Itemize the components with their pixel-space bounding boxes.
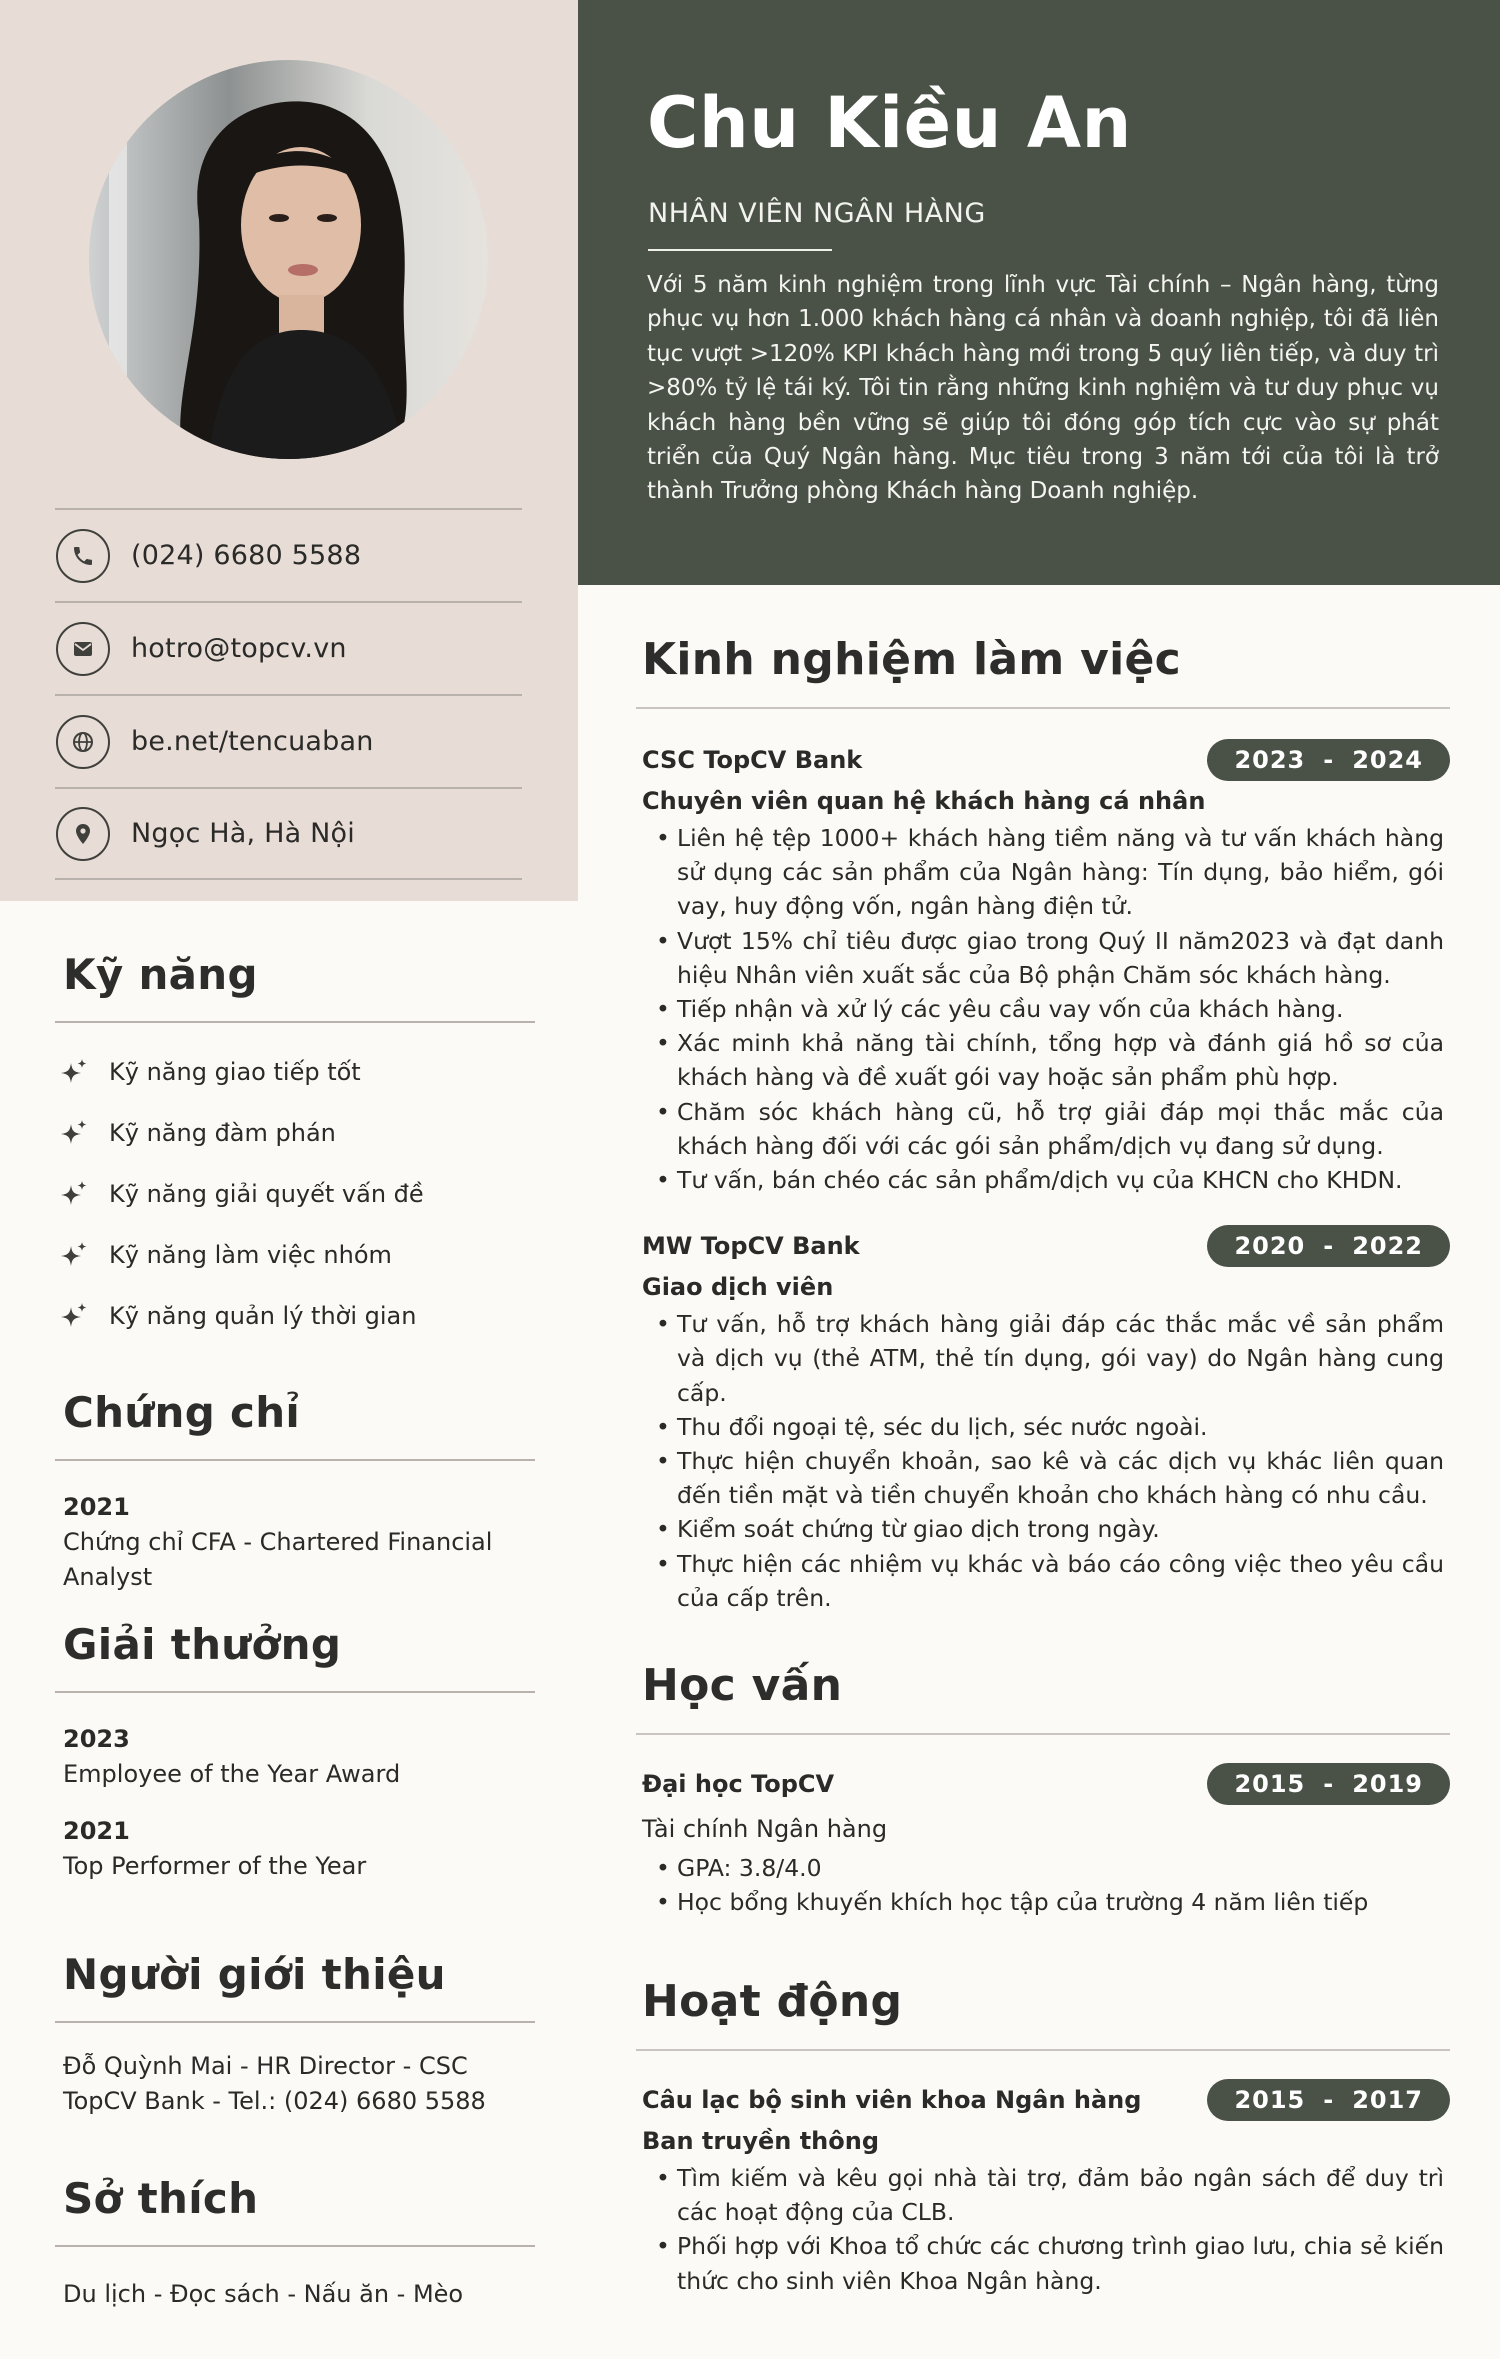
activity-entry (636, 2079, 1450, 2298)
certificate-name: Chứng chỉ CFA - Chartered Financial Analyst (63, 1528, 493, 1591)
divider (636, 707, 1450, 709)
list-item: • Xác minh khả năng tài chính, tổng hợp và đánh giá hồ sơ của khách hàng và đề xuất gói vay hoặc sản phẩm phù hợp. (636, 1026, 1450, 1094)
location-icon (56, 807, 110, 861)
globe-icon (56, 715, 110, 769)
sparkle-icon (59, 1118, 89, 1148)
experience-entry (636, 1225, 1450, 1615)
duty-list (636, 1307, 1450, 1615)
skill-item (55, 1224, 535, 1285)
contact-website (55, 694, 522, 787)
list-item: • Chăm sóc khách hàng cũ, hỗ trợ giải đáp mọi thắc mắc của khách hàng đối với các gói sản phẩm/dịch vụ đang sử dụng. (636, 1095, 1450, 1163)
divider (55, 2245, 535, 2247)
award-year: 2023 (63, 1725, 130, 1753)
club-name: Câu lạc bộ sinh viên khoa Ngân hàng (642, 2086, 1142, 2114)
candidate-name: Chu Kiều An (647, 82, 1132, 164)
skill-label: Kỹ năng đàm phán (109, 1118, 336, 1147)
contact-email (55, 601, 522, 694)
duty-list (636, 821, 1450, 1197)
skill-item (55, 1285, 535, 1346)
list-item: • Học bổng khuyến khích học tập của trường 4 năm liên tiếp (636, 1885, 1450, 1919)
date-from: 2015 (1234, 2086, 1306, 2114)
website-link[interactable]: be.net/tencuaban (131, 726, 374, 757)
date-dash: - (1323, 1232, 1335, 1261)
divider (55, 2021, 535, 2023)
skill-item (55, 1102, 535, 1163)
divider (636, 2049, 1450, 2051)
company-name: CSC TopCV Bank (642, 746, 863, 774)
title-underline (648, 249, 832, 251)
activity-list (636, 2161, 1450, 2298)
major: Tài chính Ngân hàng (642, 1815, 888, 1843)
list-item: • Liên hệ tệp 1000+ khách hàng tiềm năng và tư vấn khách hàng sử dụng các sản phẩm của Ngân hàng: Tín dụng, bảo hiểm, gói vay, huy động vốn, ngân hàng điện tử. (636, 821, 1450, 924)
activity-role: Ban truyền thông (642, 2127, 879, 2155)
skill-label: Kỹ năng giao tiếp tốt (109, 1057, 361, 1086)
education-details (636, 1851, 1450, 1919)
date-to: 2024 (1352, 746, 1423, 774)
activities-section (636, 1976, 1450, 2298)
awards-heading: Giải thưởng (63, 1620, 342, 1669)
profile-summary: Với 5 năm kinh nghiệm trong lĩnh vực Tài chính – Ngân hàng, từng phục vụ hơn 1.000 khách hàng cá nhân và doanh nghiệp, tôi đã liên tục vượt >120% KPI khách hàng mới trong 5 quý liên tiếp, và duy trì >80% tỷ lệ tái ký. Tôi tin rằng những kinh nghiệm và tư duy phục vụ khách hàng bền vững sẽ giúp tôi đóng góp tích cực vào sự phát triển của Quý Ngân hàng. Mục tiêu trong 3 năm tới của tôi là trở thành Trưởng phòng Khách hàng Doanh nghiệp. (647, 272, 1439, 505)
skill-item (55, 1041, 535, 1102)
date-from: 2023 (1234, 746, 1306, 774)
list-item: • Kiểm soát chứng từ giao dịch trong ngày. (636, 1512, 1450, 1546)
date-from: 2015 (1234, 1770, 1306, 1798)
hobbies-section (55, 2174, 535, 2312)
divider (55, 1459, 535, 1461)
skills-heading: Kỹ năng (63, 950, 258, 999)
contact-location (55, 787, 522, 880)
certificates-heading: Chứng chỉ (63, 1388, 301, 1437)
portrait-photo (89, 60, 488, 459)
divider (55, 1691, 535, 1693)
references-section (55, 1950, 535, 2119)
education-heading: Học vấn (642, 1660, 843, 1711)
award-name: Top Performer of the Year (63, 1852, 367, 1880)
sparkle-icon (59, 1301, 89, 1331)
list-item: • Tìm kiếm và kêu gọi nhà tài trợ, đảm bảo ngân sách để duy trì các hoạt động của CLB. (636, 2161, 1450, 2229)
list-item: • Thực hiện các nhiệm vụ khác và báo cáo công việc theo yêu cầu của cấp trên. (636, 1547, 1450, 1615)
experience-entry (636, 739, 1450, 1197)
hobbies-text: Du lịch - Đọc sách - Nấu ăn - Mèo (63, 2280, 464, 2308)
job-position: Chuyên viên quan hệ khách hàng cá nhân (642, 787, 1206, 815)
skill-item (55, 1163, 535, 1224)
location-text: Ngọc Hà, Hà Nội (131, 818, 355, 849)
divider (636, 1733, 1450, 1735)
school-name: Đại học TopCV (642, 1770, 835, 1798)
date-badge (1207, 1763, 1450, 1805)
date-dash: - (1323, 1770, 1335, 1798)
skill-label: Kỹ năng làm việc nhóm (109, 1240, 392, 1269)
list-item: • Tư vấn, bán chéo các sản phẩm/dịch vụ của KHCN cho KHDN. (636, 1163, 1450, 1197)
avatar (89, 60, 488, 459)
activities-heading: Hoạt động (642, 1976, 903, 2027)
contact-list (55, 508, 522, 880)
date-from: 2020 (1234, 1232, 1306, 1261)
sparkle-icon (59, 1240, 89, 1270)
date-dash: - (1323, 2086, 1335, 2114)
date-badge (1207, 739, 1450, 781)
mail-icon (56, 622, 110, 676)
list-item: • Phối hợp với Khoa tổ chức các chương trình giao lưu, chia sẻ kiến thức cho sinh viên Khoa Ngân hàng. (636, 2229, 1450, 2297)
education-entry (636, 1763, 1450, 1919)
list-item: • Tư vấn, hỗ trợ khách hàng giải đáp các thắc mắc về sản phẩm và dịch vụ (thẻ ATM, thẻ tín dụng, gói vay) do Ngân hàng cung cấp. (636, 1307, 1450, 1410)
experience-heading: Kinh nghiệm làm việc (642, 634, 1182, 685)
references-heading: Người giới thiệu (63, 1950, 446, 1999)
phone-number[interactable]: (024) 6680 5588 (131, 540, 362, 571)
list-item: • Tiếp nhận và xử lý các yêu cầu vay vốn của khách hàng. (636, 992, 1450, 1026)
list-item: • Thu đổi ngoại tệ, séc du lịch, séc nước ngoài. (636, 1410, 1450, 1444)
skills-section (55, 950, 535, 1346)
sidebar-top (0, 0, 578, 901)
date-to: 2019 (1352, 1770, 1423, 1798)
award-name: Employee of the Year Award (63, 1760, 401, 1788)
skill-label: Kỹ năng quản lý thời gian (109, 1301, 417, 1330)
list-item: • Thực hiện chuyển khoản, sao kê và các dịch vụ khác liên quan đến tiền mặt và tiền chuyển khoản cho khách hàng có nhu cầu. (636, 1444, 1450, 1512)
date-badge (1207, 1225, 1450, 1267)
sparkle-icon (59, 1057, 89, 1087)
list-item: • Vượt 15% chỉ tiêu được giao trong Quý II năm2023 và đạt danh hiệu Nhân viên xuất sắc của Bộ phận Chăm sóc khách hàng. (636, 924, 1450, 992)
experience-section (636, 634, 1450, 1615)
job-title: NHÂN VIÊN NGÂN HÀNG (648, 198, 986, 229)
awards-section (55, 1620, 535, 1884)
contact-phone (55, 508, 522, 601)
date-to: 2017 (1352, 2086, 1423, 2114)
phone-icon (56, 529, 110, 583)
date-dash: - (1323, 746, 1335, 774)
profile-header (578, 0, 1500, 585)
hobbies-heading: Sở thích (63, 2174, 259, 2223)
divider (55, 1021, 535, 1023)
certificates-section (55, 1388, 535, 1595)
certificate-year: 2021 (63, 1493, 130, 1521)
award-year: 2021 (63, 1817, 130, 1845)
company-name: MW TopCV Bank (642, 1232, 860, 1261)
job-position: Giao dịch viên (642, 1273, 834, 1302)
date-badge (1207, 2079, 1450, 2121)
reference-text: Đỗ Quỳnh Mai - HR Director - CSC TopCV Bank - Tel.: (024) 6680 5588 (63, 2052, 486, 2115)
education-section (636, 1660, 1450, 1919)
skill-label: Kỹ năng giải quyết vấn đề (109, 1179, 424, 1208)
sparkle-icon (59, 1179, 89, 1209)
list-item: • GPA: 3.8/4.0 (636, 1851, 1450, 1885)
email-address[interactable]: hotro@topcv.vn (131, 633, 347, 664)
date-to: 2022 (1352, 1232, 1423, 1261)
